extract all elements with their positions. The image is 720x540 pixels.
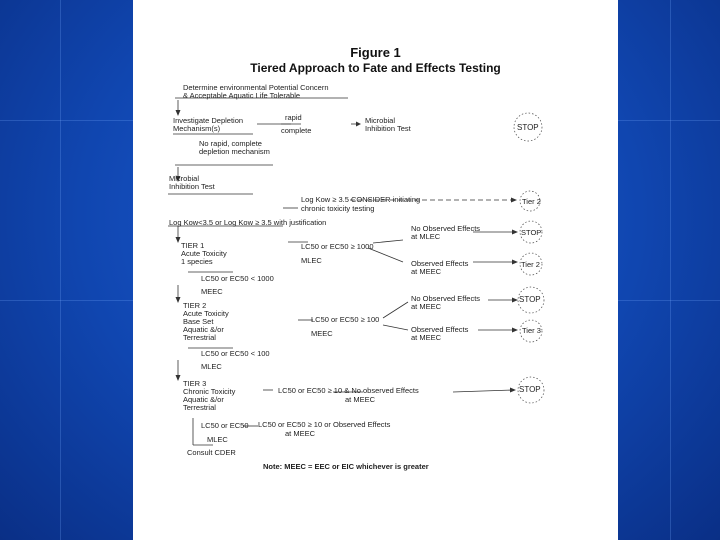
label-lc50-tier3b: LC50 or EC50 ≥ 10 or Observed Effects xyxy=(258,420,391,429)
label-mlec-tier1: MLEC xyxy=(301,256,322,265)
figure-note: Note: MEEC = EEC or EIC whichever is greater xyxy=(263,462,429,471)
node-investigate-line1: Investigate Depletion xyxy=(173,116,244,125)
node-tier3-line2: Chronic Toxicity xyxy=(183,387,236,396)
label-lc50-less-1000: LC50 or EC50 < 1000 xyxy=(201,274,274,283)
label-meec-2: MEEC xyxy=(311,329,333,338)
label-meec-1: MEEC xyxy=(201,287,223,296)
node-tier1-line1: TIER 1 xyxy=(181,241,205,250)
label-mlec-2: MLEC xyxy=(201,362,222,371)
node-obs-2-line2: at MEEC xyxy=(411,333,442,342)
node-no-obs-2-line2: at MEEC xyxy=(411,302,442,311)
label-log-kow-low: Log Kow<3.5 or Log Kow ≥ 3.5 with justification xyxy=(169,218,327,227)
node-determine-line2: & Acceptable Aquatic Life Tolerable xyxy=(183,91,301,100)
node-no-rapid-line1: No rapid, complete xyxy=(199,139,262,148)
node-obs-2-line1: Observed Effects xyxy=(411,325,469,334)
stop-label-2: STOP xyxy=(521,228,542,237)
stop-label-3: STOP xyxy=(519,295,541,304)
node-tier2-line1: TIER 2 xyxy=(183,301,207,310)
label-lc50-tier2: LC50 or EC50 ≥ 100 xyxy=(311,315,380,324)
node-no-rapid-line2: depletion mechanism xyxy=(199,147,270,156)
label-log-kow-high: Log Kow ≥ 3.5 CONSIDER initiating xyxy=(301,195,421,204)
label-lc50-tier3: LC50 or EC50 ≥ 10 & No observed Effects xyxy=(278,386,419,395)
figure-title: Figure 1 xyxy=(350,45,401,60)
node-tier1-line3: 1 species xyxy=(181,257,213,266)
node-microbial-inhibition-line2: Inhibition Test xyxy=(169,182,215,191)
node-tier2-line2: Acute Toxicity xyxy=(183,309,229,318)
node-tier2-line3: Base Set xyxy=(183,317,214,326)
node-tier3-line3: Aquatic &/or xyxy=(183,395,224,404)
node-tier3-line4: Terrestrial xyxy=(183,403,216,412)
tier3-term-label: Tier 3 xyxy=(522,326,541,335)
figure-subtitle: Tiered Approach to Fate and Effects Testing xyxy=(250,61,501,75)
label-chronic-tox: chronic toxicity testing xyxy=(301,204,375,213)
node-no-obs-2-line1: No Observed Effects xyxy=(411,294,481,303)
stop-label-4: STOP xyxy=(519,385,541,394)
flowchart-connectors xyxy=(133,0,618,540)
node-consult: Consult CDER xyxy=(187,448,236,457)
node-microbial-line2: Inhibition Test xyxy=(365,124,411,133)
stop-label-1: STOP xyxy=(517,123,539,132)
node-investigate-line2: Mechanism(s) xyxy=(173,124,221,133)
label-lc50-mlec: LC50 or EC50 xyxy=(201,421,249,430)
node-microbial-line1: Microbial xyxy=(365,116,396,125)
label-mlec-3: MLEC xyxy=(207,435,228,444)
node-determine-line1: Determine environmental Potential Concern xyxy=(183,83,329,92)
node-tier1-line2: Acute Toxicity xyxy=(181,249,227,258)
node-tier3-line1: TIER 3 xyxy=(183,379,207,388)
label-complete: complete xyxy=(281,126,312,135)
node-microbial-inhibition-line1: Microbial xyxy=(169,174,200,183)
node-obs-1-line1: Observed Effects xyxy=(411,259,469,268)
tier2-term-label-2: Tier 2 xyxy=(521,260,540,269)
node-tier2-line4: Aquatic &/or xyxy=(183,325,224,334)
label-meec-3: at MEEC xyxy=(345,395,376,404)
label-lc50-tier1: LC50 or EC50 ≥ 1000 xyxy=(301,242,374,251)
label-meec-3b: at MEEC xyxy=(285,429,316,438)
node-no-obs-1-line2: at MLEC xyxy=(411,232,441,241)
label-lc50-less-100: LC50 or EC50 < 100 xyxy=(201,349,270,358)
label-rapid: rapid xyxy=(285,113,302,122)
slide-figure xyxy=(133,0,618,540)
node-tier2-line5: Terrestrial xyxy=(183,333,216,342)
tier2-term-label: Tier 2 xyxy=(522,197,541,206)
node-no-obs-1-line1: No Observed Effects xyxy=(411,224,481,233)
node-obs-1-line2: at MEEC xyxy=(411,267,442,276)
